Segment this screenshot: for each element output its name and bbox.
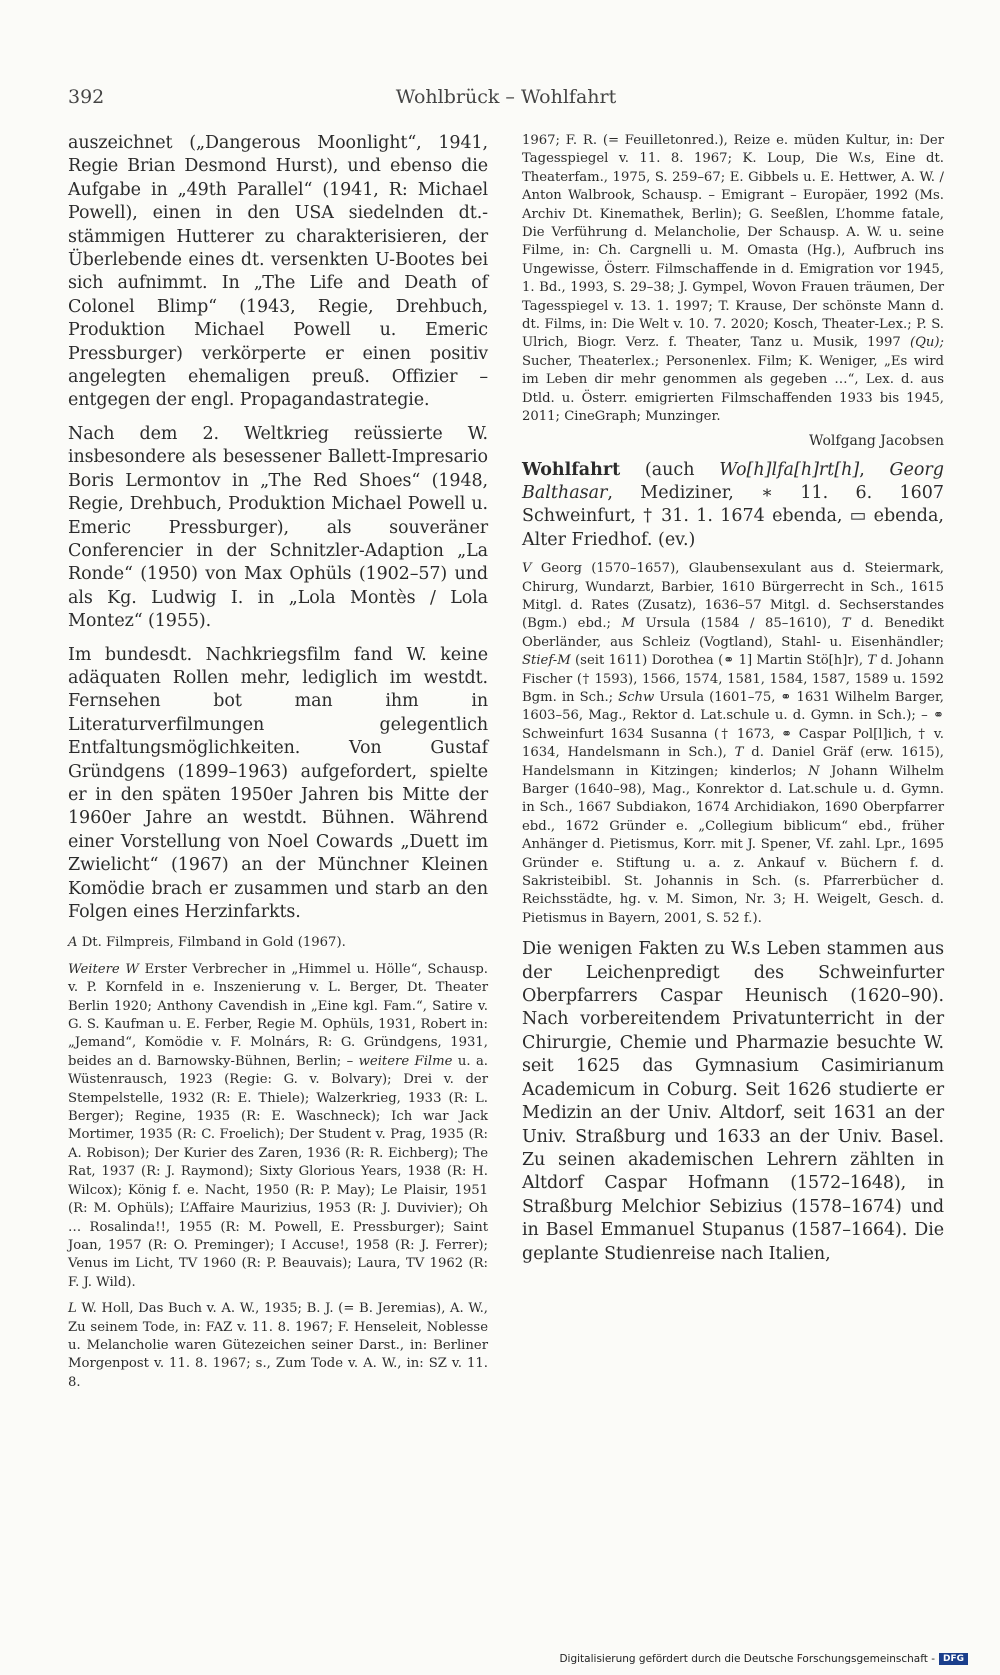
awards-text: Dt. Filmpreis, Filmband in Gold (1967). [77, 935, 346, 951]
dfg-logo: DFG [939, 1653, 968, 1665]
entry-given-names: Georg Balthasar [522, 459, 944, 503]
article-author: Wolfgang Jacobsen [809, 432, 944, 449]
body-paragraph: Nach dem 2. Weltkrieg reüssierte W. insbesondere als besessener Ballett-Impresario Boris Lermontov in „The Red Shoes“ (1948, Regie, Drehbuch, Produktion Michael Powell u. Emeric Pressburger), als souveräner Conferencier in der Schnitzler-Adaption „La Ronde“ (1950) von Max Ophüls (1902–57) und als Kg. Ludwig I. in „Lola Montès / Lola Montez“ (1955). [68, 423, 488, 632]
films-label: weitere Filme [358, 1053, 453, 1069]
page-header [68, 86, 944, 116]
literature-section [68, 1300, 488, 1392]
page-number: 392 [68, 86, 105, 108]
body-paragraph: auszeichnet („Dangerous Moonlight“, 1941, Regie Brian Desmond Hurst), und ebenso die Aufgabe in „49th Parallel“ (1941, R: Michael Powell), einen in den USA siedelnden dt.-stämmigen Hutterer zu charakterisieren, der Überlebende eines dt. versenkten U-Bootes bei sich aufnimmt. In „The Life and Death of Colonel Blimp“ (1943, Regie, Drehbuch, Produktion Michael Powell u. Emeric Pressburger) verkörperte er einen positiv angelegten ehemaligen preuß. Offizier – entgegen der engl. Propagandastrategie. [68, 133, 488, 411]
literature-text: W. Holl, Das Buch v. A. W., 1935; B. J. (= B. Jeremias), A. W., Zu seinem Tode, in: FAZ v. 11. 8. 1967; F. Henseleit, Noblesse u. Melancholie waren Gütezeichen seiner Darst., in: Berliner Morgenpost v. 11. 8. 1967; s., Zum Tode v. A. W., in: SZ v. 11. 8. [68, 1301, 488, 1390]
body-paragraph: Im bundesdt. Nachkriegsfilm fand W. keine adäquaten Rollen mehr, lediglich im westdt. Fernsehen bot man ihm in Literaturverfilmungen gelegentlich Entfaltungsmöglichkeiten. Von Gustaf Gründgens (1899–1963) aufgefordert, spielte er in den späten 1950er Jahren bis Mitte der 1960er Jahre an westdt. Bühnen. Während einer Vorstellung von Noel Cowards „Duett im Zwielicht“ (1967) an der Münchner Kleinen Komödie brach er zusammen und starb an den Folgen eines Herzinfarkts. [68, 644, 488, 922]
entry-alt-names: Wo[h]lfa[h]rt[h] [719, 459, 860, 480]
left-column [68, 132, 488, 1392]
genealogy-section: V Georg (1570–1657), Glaubensexulant aus d. Steiermark, Chirurg, Wundarzt, Barbier, 1610 Bürgerrecht in Sch., 1615 Mitgl. d. Rates (Zusatz), 1636–57 Mitgl. d. Sechserstandes (Bgm.) ebd.; M Ursula (1584 / 85–1610), T d. Benedikt Oberländer, aus Schleiz (Vogtland), Stahl- u. Eisenhändler; Stief-M (seit 1611) Dorothea (⚭ 1] Martin Stö[h]r), T d. Johann Fischer († 1593), 1566, 1574, 1581, 1584, 1587, 1589 u. 1592 Bgm. in Sch.; Schw Ursula (1601–75, ⚭ 1631 Wilhelm Barger, 1603–56, Mag., Rektor d. Lat.schule u. d. Gymn. in Sch.); – ⚭ Schweinfurt 1634 Susanna († 1673, ⚭ Caspar Pol[l]ich, † v. 1634, Handelsmann in Sch.), T d. Daniel Gräf (erw. 1615), Handelsmann in Kitzingen; kinderlos; N Johann Wilhelm Barger (1640–98), Mag., Konrektor d. Lat.schule u. d. Gymn. in Sch., 1667 Subdiakon, 1674 Archidiakon, 1690 Oberpfarrer ebd., 1672 Gründer e. „Collegium biblicum“ ebd., früher Anhänger d. Pietismus, Korr. mit J. Spener, Vf. zahl. Lpr., 1695 Gründer e. Stiftung u. a. z. Ankauf v. Büchern f. d. Sakristeibibl. St. Johannis in Sch. (s. Pfarrerbücher d. Reichsstädte, hg. v. M. Simon, Nr. 3; H. Weigelt, Gesch. d. Pietismus in Bayern, 2001, S. 52 f.). [522, 561, 944, 926]
entry-vitals: , Mediziner, ∗ 11. 6. 1607 Schweinfurt, † 31. 1. 1674 ebenda, ▭ ebenda, Alter Friedhof. (ev.) [522, 482, 944, 550]
running-head: Wohlbrück – Wohlfahrt [395, 86, 617, 108]
right-column [522, 132, 944, 1266]
entry-heading: Wohlfahrt (auch Wo[h]lfa[h]rt[h], Georg Balthasar, Mediziner, ∗ 11. 6. 1607 Schweinfurt, † 31. 1. 1674 ebenda, ▭ ebenda, Alter Friedhof. (ev.) [522, 459, 944, 550]
works-section [68, 961, 488, 1292]
digitization-footer [559, 1653, 968, 1665]
entry-name: Wohlfahrt [522, 459, 621, 480]
awards-section [68, 934, 488, 952]
awards-label: A [68, 935, 78, 951]
literature-label: L [68, 1301, 77, 1317]
works-text: Erster Verbrecher in „Himmel u. Hölle“, Schausp. v. P. Kornfeld in e. Inszenierung v. L. Berger, Dt. Theater Berlin 1920; Anthony Cavendish in „Eine kgl. Fam.“, Satire v. G. S. Kaufman u. E. Ferber, Regie M. Ophüls, 1931, Robert in: „Jemand“, Komödie v. F. Molnárs, R: G. Gründgens, 1931, beides an d. Barnowsky-Bühnen, Berlin; – [68, 961, 488, 1069]
footer-text: Digitalisierung gefördert durch die Deutsche Forschungsgemeinschaft - [559, 1653, 935, 1665]
films-text: u. a. Wüstenrausch, 1923 (Regie: G. v. Bolvary); Drei v. der Stempelstelle, 1932 (R: E. Thiele); Walzerkrieg, 1933 (R: L. Berger); Regine, 1935 (R: E. Waschneck); Ich war Jack Mortimer, 1935 (R: C. Froelich); Der Student v. Prag, 1935 (R: A. Robison); Der Kurier des Zaren, 1936 (R: R. Eichberg); The Rat, 1937 (R: J. Raymond); Sixty Glorious Years, 1938 (R: H. Wilcox); König f. e. Nacht, 1950 (R: P. May); Le Plaisir, 1951 (R: M. Ophüls); L’Affaire Maurizius, 1953 (R: J. Duvivier); Oh … Rosalinda!!, 1955 (R: M. Powell, E. Pressburger); Saint Joan, 1957 (R: O. Preminger); I Accuse!, 1958 (R: J. Ferrer); Venus im Licht, TV 1960 (R: P. Beauvais); Laura, TV 1962 (R: F. J. Wild). [68, 1053, 488, 1290]
literature-continued: 1967; F. R. (= Feuilletonred.), Reize e. müden Kultur, in: Der Tagesspiegel v. 11. 8. 1967; K. Loup, Die W.s, Eine dt. Theaterfam., 1975, S. 259–67; E. Gibbels u. E. Hettwer, A. W. / Anton Walbrook, Schausp. – Emigrant – Europäer, 1992 (Ms. Archiv Dt. Kinemathek, Berlin); G. Seeßlen, L’homme fatale, Die Verführung d. Melancholie, Der Schausp. A. W. u. seine Filme, in: Ch. Cargnelli u. M. Omasta (Hg.), Aufbruch ins Ungewisse, Österr. Filmschaffende in d. Emigration vor 1945, 1. Bd., 1993, S. 29–38; J. Gympel, Wovon Frauen träumen, Der Tagesspiegel v. 13. 1. 1997; T. Krause, Der schönste Mann d. dt. Films, in: Die Welt v. 10. 7. 2020; Kosch, Theater-Lex.; P. S. Ulrich, Biogr. Verz. f. Theater, Tanz u. Musik, 1997 (Qu); Sucher, Theaterlex.; Personenlex. Film; K. Weniger, „Es wird im Leben dir mehr genommen als gegeben …“, Lex. d. aus Dtld. u. Österr. emigrierten Filmschaffenden 1933 bis 1945, 2011; CineGraph; Munzinger. [522, 133, 944, 425]
works-label: Weitere W [68, 961, 139, 977]
body-paragraph: Die wenigen Fakten zu W.s Leben stammen aus der Leichenpredigt des Schweinfurter Oberpfarrers Caspar Heunisch (1620–90). Nach vorbereitendem Privatunterricht in der Chirurgie, Chemie und Pharmazie besuchte W. seit 1625 das Gymnasium Casimirianum Academicum in Coburg. Seit 1626 studierte er Medizin an der Univ. Altdorf, seit 1631 an der Univ. Straßburg und 1633 an der Univ. Basel. Zu seinen akademischen Lehrern zählten in Altdorf Caspar Hofmann (1572–1648), in Straßburg Melchior Sebizius (1578–1674) und in Basel Emmanuel Stupanus (1587–1664). Die geplante Studienreise nach Italien, [522, 939, 944, 1264]
